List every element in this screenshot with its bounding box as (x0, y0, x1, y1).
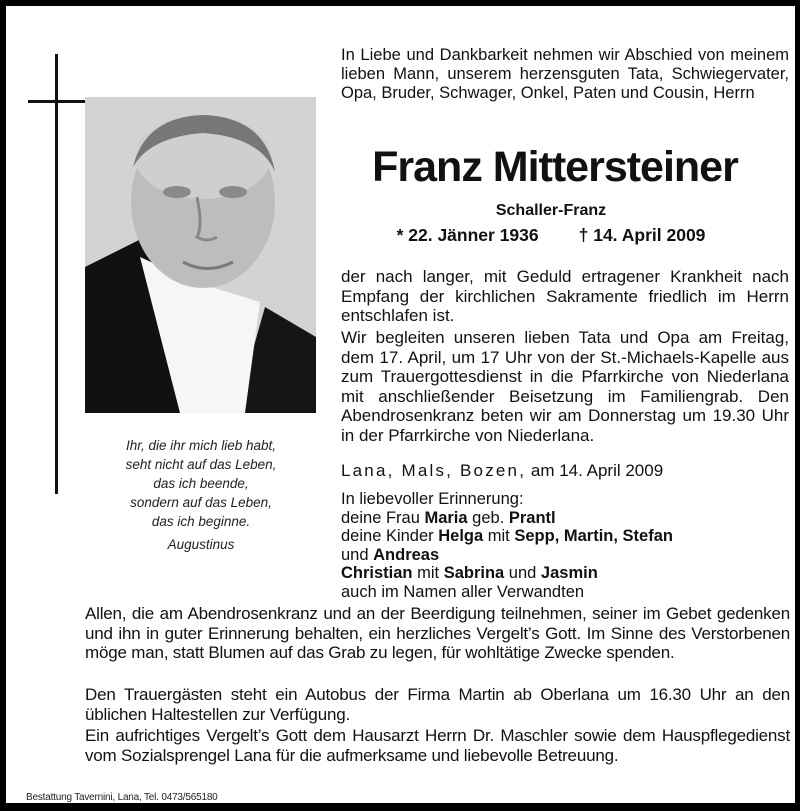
quote-line: das ich beende, (153, 476, 249, 491)
thanks-paragraph: Allen, die am Abendrosenkranz und an der Beerdigung teilnehmen, seiner im Gebet gedenken und ihn in guter Erinnerung behalten, ein herzliches Vergelt’s Gott. Im Sinne des Verstorbenen möge man, statt Blumen auf das Grab zu legen, für wohltätige Zwecke spenden. (85, 604, 790, 662)
quote-line: sondern auf das Leben, (130, 495, 272, 510)
quote-line: Ihr, die ihr mich lieb habt, (125, 438, 277, 453)
place-date (341, 461, 789, 481)
illness-paragraph: der nach langer, mit Geduld ertragener Krankheit nach Empfang der kirchlichen Sakramente friedlich im Herrn entschlafen ist. (341, 267, 789, 325)
family-closing: auch im Namen aller Verwandten (341, 582, 585, 601)
cross-icon-horizontal (28, 100, 89, 103)
quote-line: das ich beginne. (151, 514, 251, 529)
quote-block (96, 436, 306, 554)
cross-icon-vertical (55, 54, 58, 494)
family-heading: In liebevoller Erinnerung: (341, 490, 524, 508)
date: am 14. April 2009 (526, 461, 664, 480)
birth-date: * 22. Jänner 1936 (396, 225, 539, 245)
funeral-home-footer: Bestattung Tavernini, Lana, Tel. 0473/565180 (26, 792, 218, 803)
quote-author: Augustinus (167, 537, 235, 552)
funeral-paragraph: Wir begleiten unseren lieben Tata und Opa am Freitag, dem 17. April, um 17 Uhr von der St.-Michaels-Kapelle aus zum Trauergottesdienst in die Pfarrkirche von Niederlana mit anschließender Beisetzung im Familiengrab. Den Abendrosenkranz beten wir am Donnerstag um 19.30 Uhr in der Pfarrkirche von Niederlana. (341, 328, 789, 445)
death-date: † 14. April 2009 (578, 225, 706, 245)
deceased-nickname: Schaller-Franz (495, 202, 607, 219)
family-list (341, 490, 789, 601)
bus-paragraph: Den Trauergästen steht ein Autobus der Firma Martin ab Oberlana um 16.30 Uhr an den üblichen Haltestellen zur Verfügung. (85, 685, 790, 724)
portrait-photo (85, 97, 316, 413)
life-dates (341, 225, 761, 246)
doctor-paragraph: Ein aufrichtiges Vergelt’s Gott dem Hausarzt Herrn Dr. Maschler sowie dem Hauspflegedienst vom Sozialsprengel Lana für die aufmerksame und liebevolle Betreuung. (85, 726, 790, 765)
quote-line: seht nicht auf das Leben, (125, 457, 277, 472)
places: Lana, Mals, Bozen, (341, 461, 527, 480)
family-kids-line-2: und Andreas (341, 545, 440, 564)
family-kids-line: deine Kinder Helga mit Sepp, Martin, Stefan (341, 527, 673, 545)
family-child2-line: Christian mit Sabrina und Jasmin (341, 564, 598, 582)
intro-text: In Liebe und Dankbarkeit nehmen wir Abschied von meinem lieben Mann, unserem herzensguten Tata, Schwiegervater, Opa, Bruder, Schwager, Onkel, Paten und Cousin, Herrn (341, 46, 789, 102)
family-wife-line: deine Frau Maria geb. Prantl (341, 508, 556, 527)
obituary-card (6, 6, 795, 803)
deceased-name: Franz Mittersteiner (372, 143, 738, 191)
